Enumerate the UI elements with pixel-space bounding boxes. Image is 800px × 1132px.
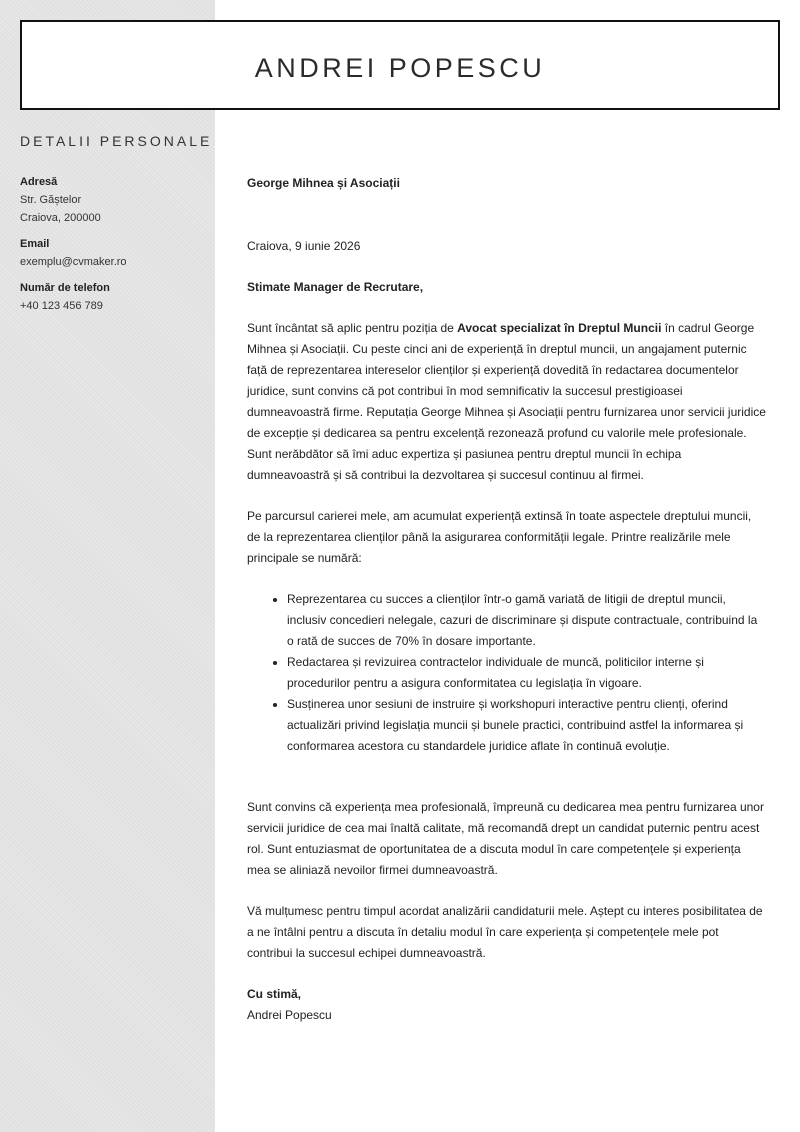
name-header-box [20, 20, 780, 110]
closing: Cu stimă, [247, 987, 302, 1001]
paragraph-experience: Pe parcursul carierei mele, am acumulat experiență extinsă în toate aspectele dreptului muncii, de la reprezentarea clienților până la asigurarea conformității legale. Printre realizările mele principale se numără: [247, 509, 752, 565]
email-value: exemplu@cvmaker.ro [20, 256, 127, 268]
achievements-list [247, 589, 767, 757]
achievement-item: • Susținerea unor sesiuni de instruire și workshopuri interactive pentru clienți, oferind actualizări privind legislația muncii și bunele practici, contribuind astfel la informarea și conformarea acestora cu standardele juridice aflate în continuă evoluție. [287, 694, 767, 757]
company-name: George Mihnea și Asociații [247, 176, 400, 190]
address-line-1: Str. Găștelor [20, 194, 82, 206]
address-line-2: Craiova, 200000 [20, 212, 101, 224]
paragraph-thanks: Vă mulțumesc pentru timpul acordat analizării candidaturii mele. Aștept cu interes posibilitatea de a ne întâlni pentru a discuta în detaliu modul în care experiența și competențele mele pot contribui la succesul echipei dumneavoastră. [247, 904, 763, 960]
address-section [20, 173, 205, 227]
signature: Andrei Popescu [247, 1008, 332, 1022]
phone-label: Număr de telefon [20, 282, 110, 294]
achievement-item: • Reprezentarea cu succes a clienților într-o gamă variată de litigii de dreptul muncii, inclusiv concedieri nelegale, cazuri de discriminare și dispute contractuale, contribuind la o rată de succes de 70% în dosare importante. [287, 589, 767, 652]
phone-value: +40 123 456 789 [20, 300, 103, 312]
email-section [20, 235, 205, 271]
paragraph-motivation: Sunt convins că experiența mea profesională, împreună cu dedicarea mea pentru furnizarea unor servicii juridice de cea mai înaltă calitate, mă recomandă drept un candidat puternic pentru acest rol. Sunt entuziasmat de oportunitatea de a discuta modul în care competențele și experiența mea se aliniază nevoilor firmei dumneavoastră. [247, 800, 764, 877]
cover-letter-body [247, 173, 767, 1026]
sidebar-panel [0, 0, 215, 1132]
sidebar-title: DETALII PERSONALE [20, 133, 213, 149]
intro-text: Sunt încântat să aplic pentru poziția de [247, 321, 458, 335]
candidate-name: ANDREI POPESCU [254, 52, 546, 83]
email-label: Email [20, 238, 50, 250]
intro-continuation: în cadrul George Mihnea și Asociații. Cu peste cinci ani de experiență în dreptul muncii, un angajament puternic față de reprezentarea intereselor clienților și experiență dovedită în redactarea documentelor juridice, sunt convins că pot contribui în mod semnificativ la succesul prestigioasei dumneavoastră firme. Reputația George Mihnea și Asociații pentru furnizarea unor servicii juridice de excepție și dedicarea sa pentru excelență rezonează profund cu valorile mele profesionale. Sunt nerăbdător să îmi aduc expertiza și pasiunea pentru dreptul muncii în echipa dumneavoastră și să contribui la dezvoltarea și succesul continuu al firmei. [247, 321, 766, 482]
salutation: Stimate Manager de Recrutare, [247, 280, 424, 294]
paragraph-intro [247, 318, 767, 486]
letter-date: Craiova, 9 iunie 2026 [247, 239, 361, 253]
achievement-item: • Redactarea și revizuirea contractelor individuale de muncă, politicilor interne și procedurilor pentru a asigura conformitatea cu legislația în vigoare. [287, 652, 767, 694]
phone-section [20, 279, 205, 315]
address-label: Adresă [20, 176, 58, 188]
personal-details [20, 173, 205, 323]
position-title: Avocat specializat în Dreptul Muncii [457, 321, 662, 335]
